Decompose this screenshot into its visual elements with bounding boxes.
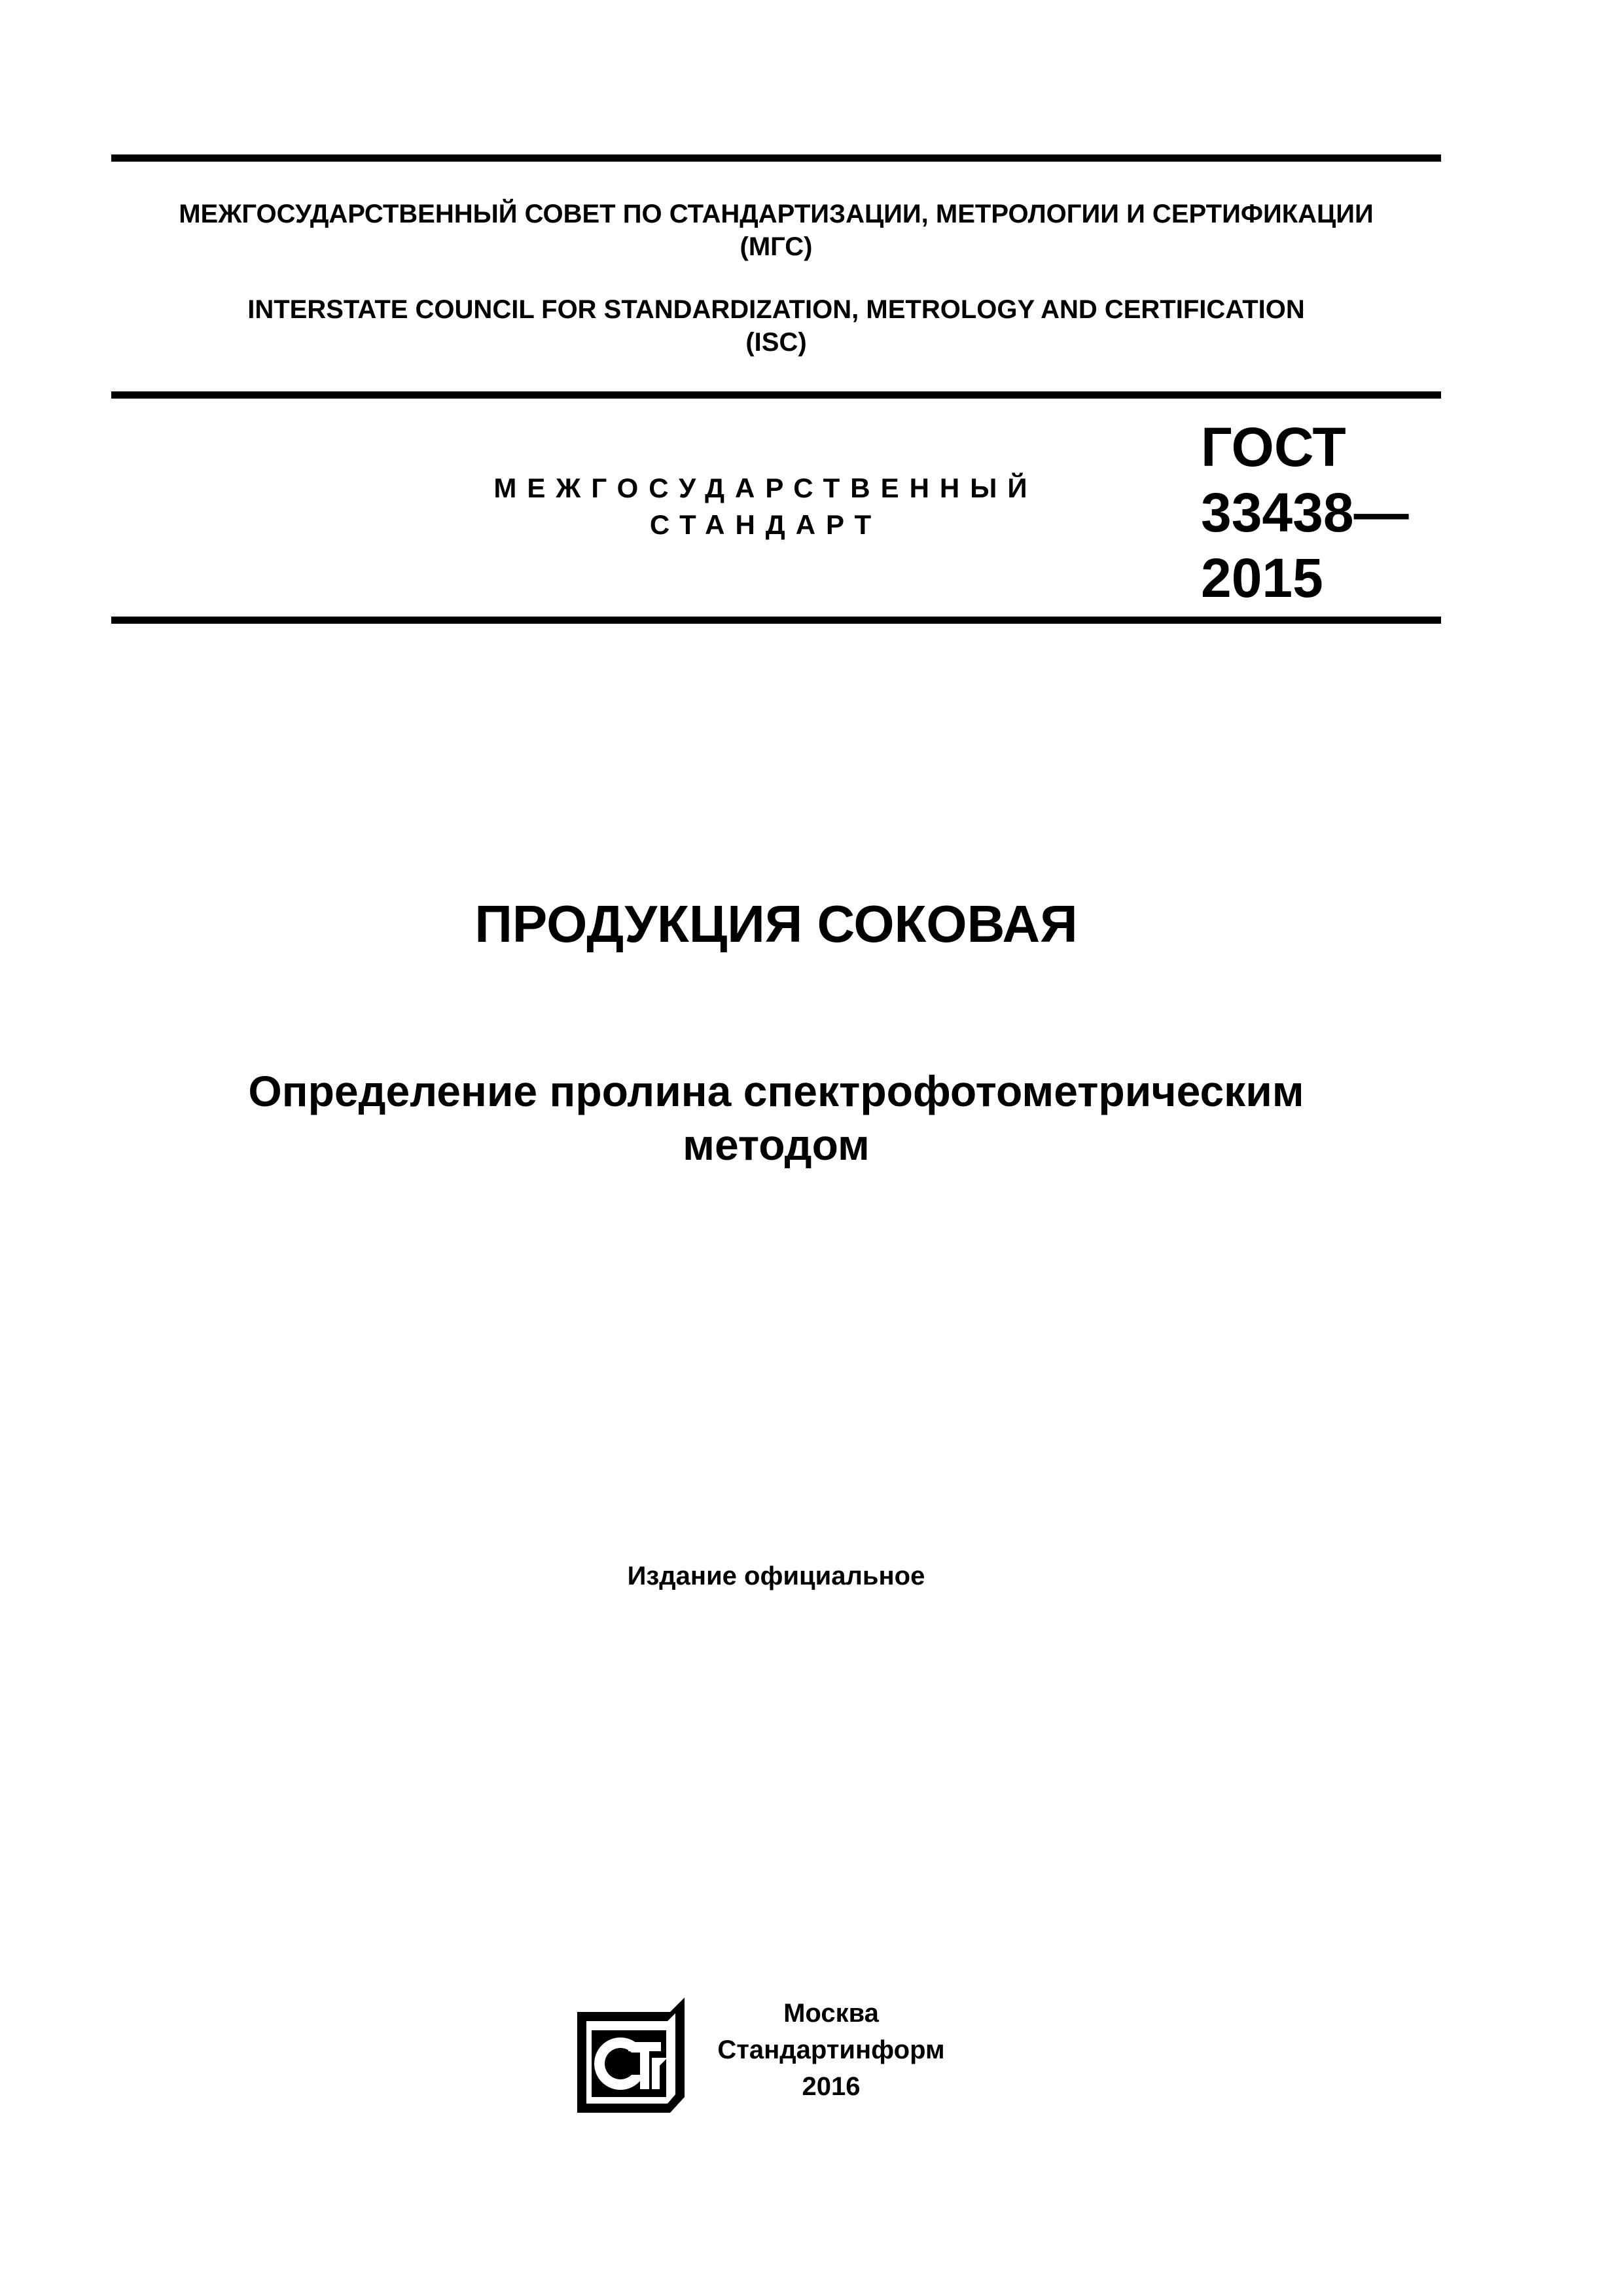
imprint-publisher: Стандартинформ (717, 2036, 945, 2064)
document-subtitle-line2: методом (683, 1121, 870, 1169)
gost-label: ГОСТ (1201, 416, 1346, 478)
council-name-ru (111, 198, 1441, 263)
council-abbr-ru: (МГС) (740, 232, 813, 261)
gost-number: 33438— (1201, 482, 1409, 543)
council-abbr-en: (ISC) (745, 328, 807, 357)
document-title: ПРОДУКЦИЯ СОКОВАЯ (474, 895, 1078, 953)
council-name-en (111, 293, 1441, 359)
gost-designation (1201, 414, 1450, 611)
document-subtitle-line1: Определение пролина спектрофотометрическим (248, 1067, 1304, 1115)
council-name-ru-line1: МЕЖГОСУДАРСТВЕННЫЙ СОВЕТ ПО СТАНДАРТИЗАЦИИ, МЕТРОЛОГИИ И СЕРТИФИКАЦИИ (179, 200, 1374, 228)
standard-kind-line1: МЕЖГОСУДАРСТВЕННЫЙ (493, 473, 1038, 503)
top-rule (111, 154, 1441, 162)
standard-kind-line2: СТАНДАРТ (649, 509, 882, 540)
logo-letters: СТИ (623, 2106, 635, 2111)
gost-year: 2015 (1201, 547, 1323, 609)
document-subtitle (111, 1064, 1441, 1172)
council-name-en-line1: INTERSTATE COUNCIL FOR STANDARDIZATION, METROLOGY AND CERTIFICATION (247, 295, 1305, 324)
middle-rule (111, 391, 1441, 399)
edition-note: Издание официальное (627, 1562, 925, 1590)
standard-kind (458, 470, 1073, 543)
imprint-city: Москва (783, 1999, 879, 2028)
bottom-rule (111, 617, 1441, 624)
imprint (700, 1995, 962, 2105)
standartinform-logo-icon (573, 1998, 685, 2113)
imprint-year: 2016 (802, 2072, 861, 2101)
